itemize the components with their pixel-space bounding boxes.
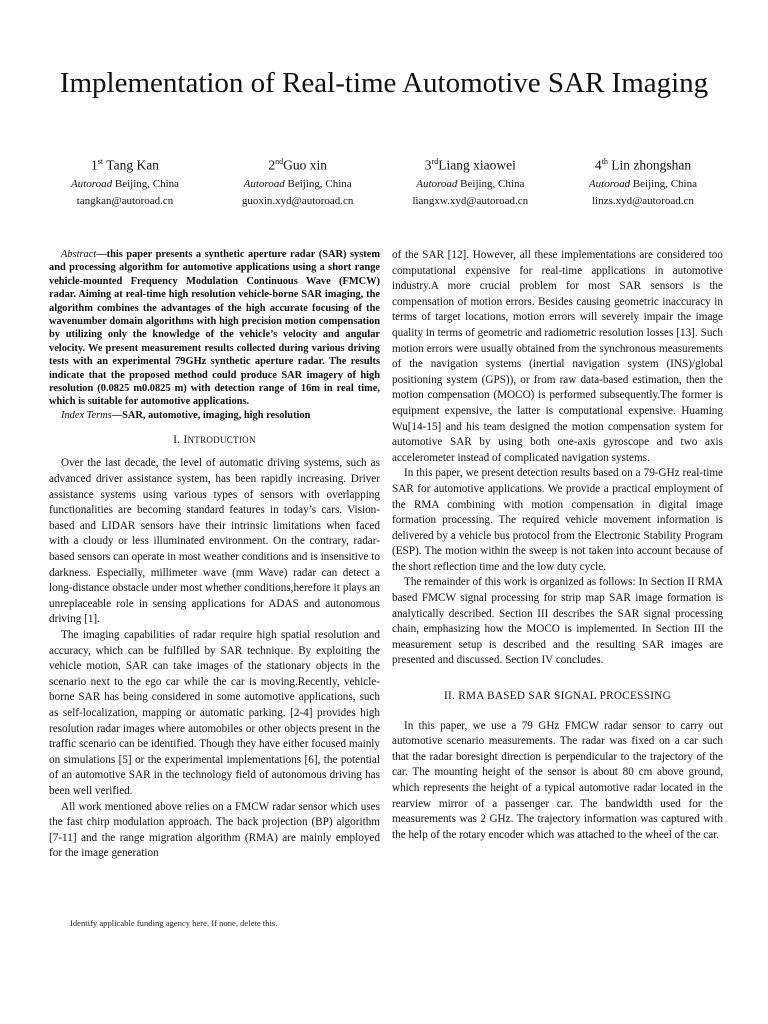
author-affiliation: Autoroad Beijing, China — [243, 177, 352, 190]
section-heading-rma: II. RMA BASED SAR SIGNAL PROCESSING — [443, 690, 672, 703]
author-email: guoxin.xyd@autoroad.cn — [241, 194, 354, 207]
author-1 — [44, 152, 206, 210]
author-2 — [217, 152, 379, 210]
author-name: 4th Lin zhongshan — [594, 157, 692, 173]
right-column — [392, 248, 723, 843]
author-name: 3rdLiang xiaowei — [424, 157, 516, 173]
author-3 — [389, 152, 551, 210]
section-heading-introduction: I. INTRODUCTION — [173, 433, 256, 446]
author-email: liangxw.xyd@autoroad.cn — [412, 194, 529, 207]
author-name: 1st Tang Kan — [91, 157, 159, 173]
paragraph: In this paper, we use a 79 GHz FMCW radar sensor to carry out automotive scenario measurements. The radar was fixed on a car such that the radar boresight direction is perpendicular to the trajectory of the car. The mounting height of the sensor is about 80 cm above ground, which represents the height of a typical automotive radar located in the rearview mirror of a passenger car. The bandwidth used for the measurements was 2 GHz. The trajectory information was captured with the help of the rotary encoder which was attached to the wheel of the car. — [392, 719, 723, 841]
paragraph: The remainder of this work is organized as follows: In Section II RMA based FMCW signal processing for strip map SAR image formation is analytically described. Section III describes the SAR signal processing chain, emphasizing how the MOCO is implemented. In Section III the measurement setup is described and the resulting SAR images are presented and discussed. Section IV concludes. — [392, 576, 723, 667]
author-affiliation: Autoroad Beijing, China — [416, 177, 525, 190]
paragraph: All work mentioned above relies on a FMCW radar sensor which uses the fast chirp modulation approach. The back projection (BP) algorithm [7-11] and the range migration algorithm (RMA) are mainly employed for the image generation — [49, 800, 380, 860]
author-block — [44, 152, 724, 210]
author-affiliation: Autoroad Beijing, China — [588, 177, 697, 190]
left-column — [49, 248, 380, 862]
index-terms: Index Terms—SAR, automotive, imaging, high resolution — [61, 409, 311, 421]
paragraph: The imaging capabilities of radar require high spatial resolution and accuracy, which can be fulfilled by SAR technique. By exploiting the vehicle motion, SAR can take images of the stationary objects in the scenario next to the ego car while the car is moving.Recently, vehicle-borne SAR has being considered in some automotive applications, such as self-localization, mapping or automatic parking. [2-4] provides high resolution radar images where automobiles or other objects present in the traffic scenario can be identified. Though they have either focused mainly on simulations [5] or the experimental implementations [6], the potential of an automotive SAR in the technology field of autonomous driving has been well verified. — [49, 629, 380, 797]
paragraph: Over the last decade, the level of automatic driving systems, such as advanced driver assistance system, has been rapidly increasing. Driver assistance systems using various types of sensors with overlapping functionalities are becoming standard features in today’s cars. Vision-based and LIDAR sensors have their intrinsic limitations when faced with a cloudy or less illuminated environment. On the contrary, radar-based sensors can operate in most weather conditions and is insensitive to darkness. Especially, millimeter wave (mm Wave) radar can detect a long-distance obstacle under most whether conditions,herefore it plays an unreplaceable role in sensing applications for ADAS and autonomous driving [1]. — [49, 457, 380, 626]
author-4 — [562, 152, 724, 210]
author-affiliation: Autoroad Beijing, China — [70, 177, 180, 190]
paper-title: Implementation of Real-time Automotive SAR Imaging — [59, 67, 709, 99]
author-email: tangkan@autoroad.cn — [76, 194, 174, 207]
paragraph: In this paper, we present detection results based on a 79-GHz real-time SAR for automotive applications. We provide a practical employment of the RMA combining with motion compensation in digital image formation processing. The required vehicle movement information is delivered by a vehicle bus protocol from the Electronic Stability Program (ESP). The motion within the sweep is not taken into account because of the short reflection time and the low duty cycle. — [392, 467, 723, 573]
abstract: Abstract—this paper presents a synthetic aperture radar (SAR) system and processing algorithm for automotive applications using a short range vehicle-mounted Frequency Modulation Continuous Wave (FMCW) radar. Aiming at real-time high resolution vehicle-borne SAR imaging, the algorithm combines the advantages of the high accurate focusing of the wavenumber domain algorithms with high precision motion compensation by utilizing only the knowledge of the vehicle’s velocity and angular velocity. We present measurement results collected during various driving tests with an experimental 79GHz synthetic aperture radar. The results indicate that the proposed method could produce SAR imagery of high resolution (0.0825 m0.0825 m) with detection range of 16m in real time, which is suitable for automotive applications. — [49, 249, 380, 408]
author-name: 2ndGuo xin — [268, 157, 327, 173]
author-email: linzs.xyd@autoroad.cn — [592, 194, 694, 207]
footnote: Identify applicable funding agency here. If none, delete this. — [70, 918, 278, 928]
paragraph: of the SAR [12]. However, all these implementations are considered too computational expensive for real-time applications in automotive industry.A more crucial problem for most SAR sensors is the compensation of motion errors. Besides causing geometric inaccuracy in terms of target locations, motion errors will severely impair the image quality in terms of geometric and radiometric resolution losses [13]. Such motion errors were usually obtained from the synchronous measurements of the navigation systems (inertial navigation system (INS)/global positioning system (GPS)), or from raw data-based estimation, then the motion compensation (MOCO) is performed subsequently.The former is equipment expensive, the latter is computational expensive. Huaming Wu[14-15] and his team designed the motion compensation system for automotive SAR by using both one-axis gyroscope and two axis accelerometer instead of complicated navigation systems. — [392, 249, 723, 464]
